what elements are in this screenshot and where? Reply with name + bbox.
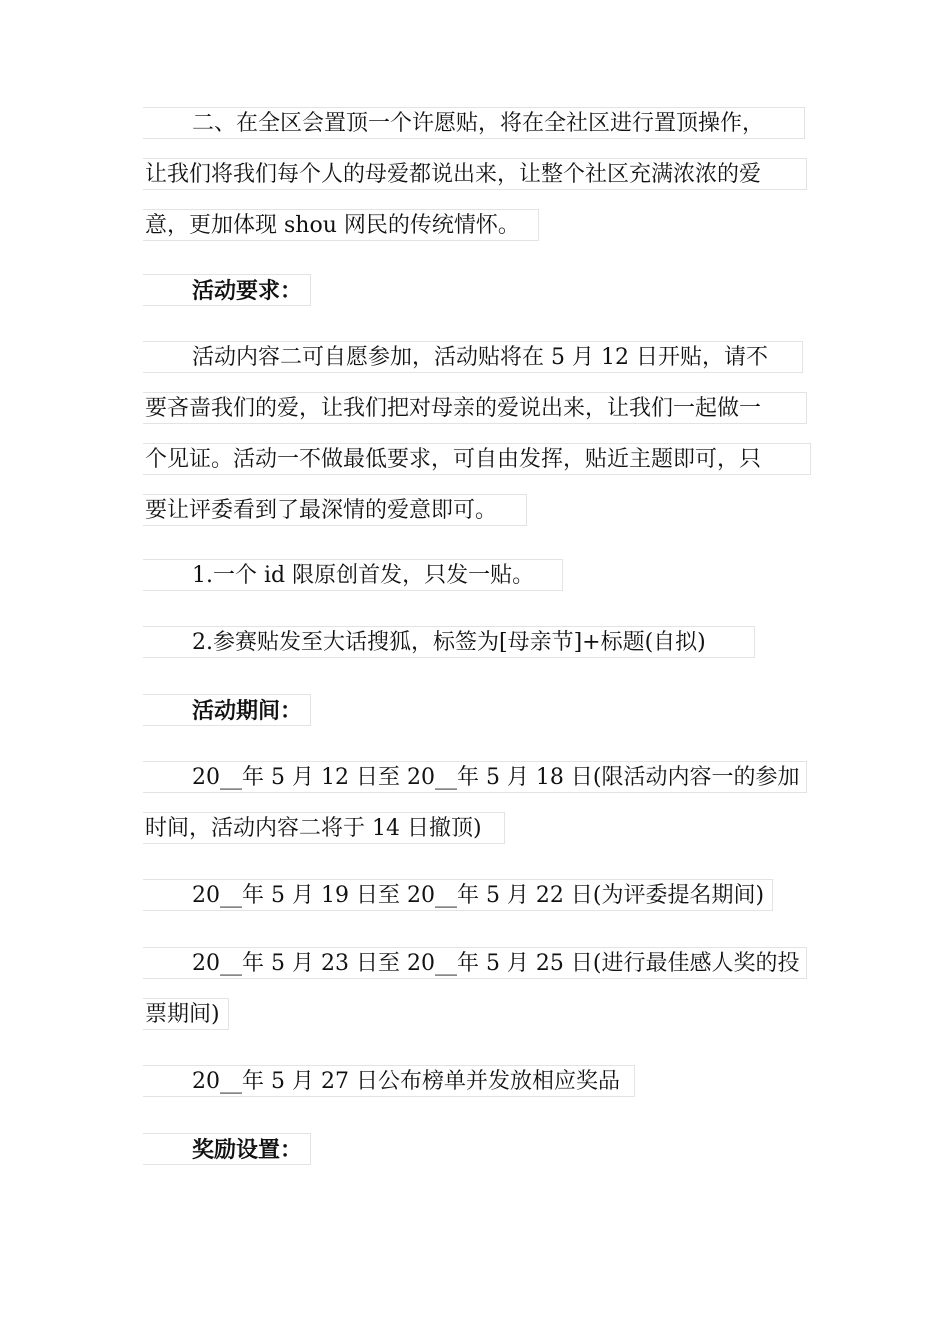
text-line: 让我们将我们每个人的母爱都说出来，让整个社区充满浓浓的爱 [143, 158, 807, 190]
rule-item-2 [143, 626, 755, 677]
heading-reward-settings [143, 1133, 311, 1184]
text-line: 要让评委看到了最深情的爱意即可。 [143, 494, 527, 526]
heading-text: 奖励设置： [143, 1133, 311, 1165]
text-line: 二、在全区会置顶一个许愿贴，将在全社区进行置顶操作， [143, 107, 805, 139]
text-line: 1.一个 id 限原创首发，只发一贴。 [143, 559, 563, 591]
text-line: 20__年 5 月 27 日公布榜单并发放相应奖品 [143, 1065, 635, 1097]
period-item-3 [143, 947, 807, 1049]
text-line: 20__年 5 月 12 日至 20__年 5 月 18 日(限活动内容一的参加 [143, 761, 807, 793]
text-line: 要吝啬我们的爱，让我们把对母亲的爱说出来，让我们一起做一 [143, 392, 807, 424]
text-line: 个见证。活动一不做最低要求，可自由发挥，贴近主题即可，只 [143, 443, 811, 475]
heading-activity-requirements [143, 274, 311, 325]
text-line: 20__年 5 月 19 日至 20__年 5 月 22 日(为评委提名期间) [143, 879, 773, 911]
heading-text: 活动要求： [143, 274, 311, 306]
paragraph-wish-post [143, 107, 807, 260]
text-line: 活动内容二可自愿参加，活动贴将在 5 月 12 日开贴，请不 [143, 341, 803, 373]
heading-activity-period [143, 694, 311, 745]
heading-text: 活动期间： [143, 694, 311, 726]
period-item-4 [143, 1065, 635, 1116]
rule-item-1 [143, 559, 563, 610]
text-line: 2.参赛贴发至大话搜狐，标签为[母亲节]+标题(自拟) [143, 626, 755, 658]
period-item-1 [143, 761, 807, 863]
text-line: 票期间) [143, 998, 229, 1030]
text-line: 20__年 5 月 23 日至 20__年 5 月 25 日(进行最佳感人奖的投 [143, 947, 807, 979]
period-item-2 [143, 879, 773, 930]
text-line: 意，更加体现 shou 网民的传统情怀。 [143, 209, 539, 241]
paragraph-activity-content [143, 341, 811, 545]
text-line: 时间，活动内容二将于 14 日撤顶) [143, 812, 505, 844]
